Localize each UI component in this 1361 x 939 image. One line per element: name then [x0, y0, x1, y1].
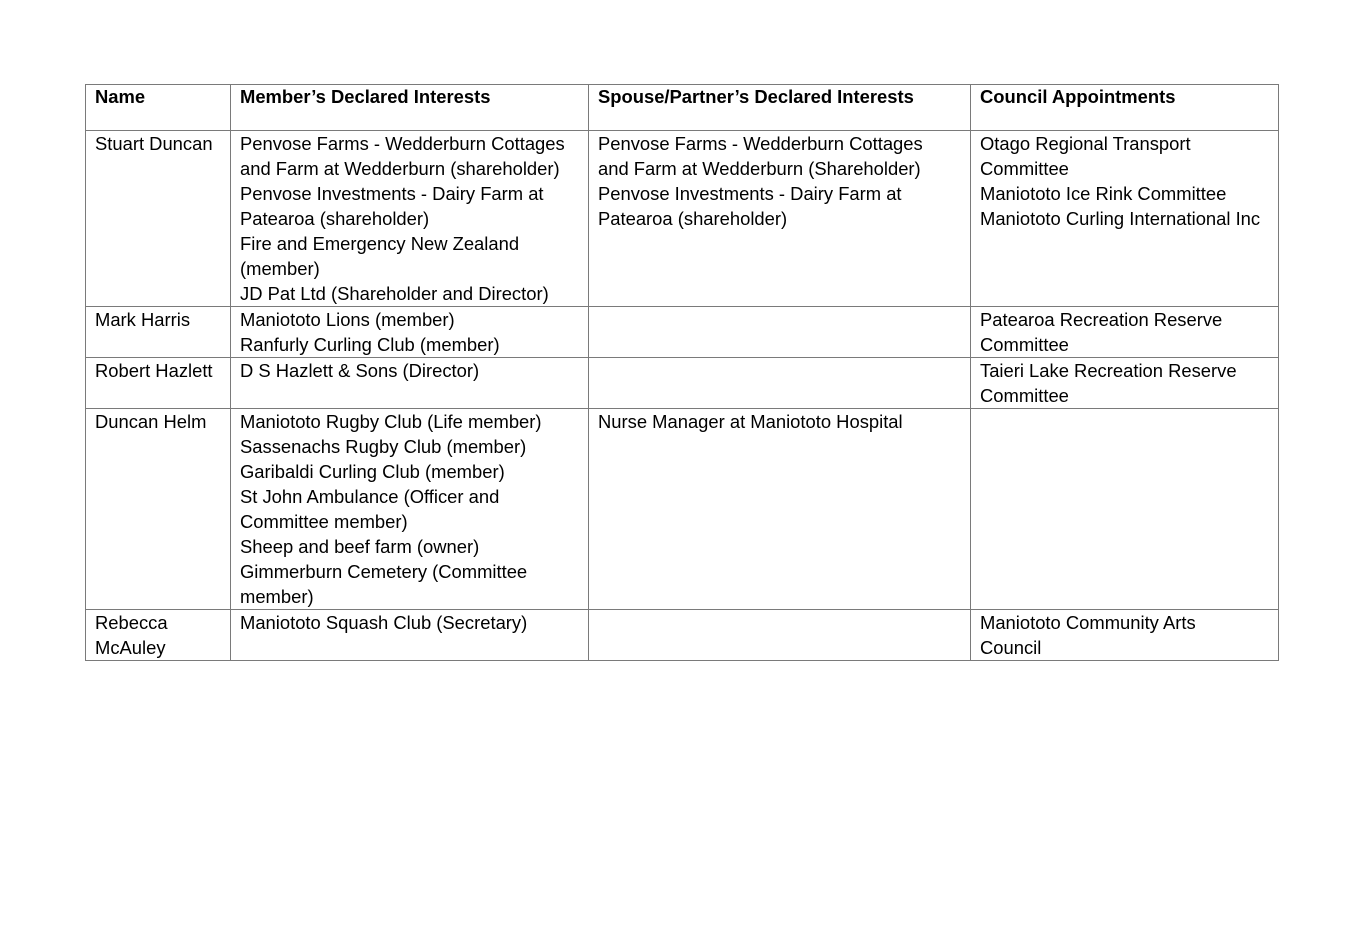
interest-line: Nurse Manager at Maniototo Hospital: [598, 411, 903, 432]
spouse-interests-cell: [589, 131, 971, 307]
interest-line: Committee: [980, 385, 1069, 406]
interest-line: Gimmerburn Cemetery (Committee: [240, 561, 528, 582]
member-interests-cell: [231, 358, 589, 409]
header-council-appointments: Council Appointments: [971, 85, 1279, 131]
interest-line: Penvose Investments - Dairy Farm at: [598, 183, 902, 204]
member-name-text: McAuley: [95, 637, 166, 658]
interest-line: Patearoa (shareholder): [240, 208, 430, 229]
interest-line: Maniototo Squash Club (Secretary): [240, 612, 528, 633]
table-row: [86, 307, 1279, 358]
interest-line: Maniototo Curling International Inc: [980, 208, 1261, 229]
interest-line: Patearoa Recreation Reserve: [980, 309, 1223, 330]
member-name-text: Mark Harris: [95, 309, 191, 330]
header-row: [86, 85, 1279, 131]
council-appointments-cell: [971, 610, 1279, 661]
interest-line: member): [240, 586, 314, 607]
table-row: [86, 409, 1279, 610]
interest-line: JD Pat Ltd (Shareholder and Director): [240, 283, 549, 304]
header-member-interests: Member’s Declared Interests: [231, 85, 589, 131]
council-appointments-cell: [971, 409, 1279, 610]
member-name-text: Robert Hazlett: [95, 360, 213, 381]
name-cell: [86, 358, 231, 409]
interest-line: St John Ambulance (Officer and: [240, 486, 500, 507]
table-body: [86, 131, 1279, 661]
council-appointments-cell: [971, 307, 1279, 358]
interest-line: Maniototo Lions (member): [240, 309, 455, 330]
name-cell: [86, 131, 231, 307]
interest-line: Garibaldi Curling Club (member): [240, 461, 505, 482]
interest-line: Maniototo Rugby Club (Life member): [240, 411, 542, 432]
name-cell: [86, 610, 231, 661]
name-cell: [86, 409, 231, 610]
interest-line: Committee: [980, 158, 1069, 179]
table-row: [86, 610, 1279, 661]
spouse-interests-cell: [589, 358, 971, 409]
interest-line: Sassenachs Rugby Club (member): [240, 436, 527, 457]
member-name-text: Stuart Duncan: [95, 133, 213, 154]
interest-line: and Farm at Wedderburn (shareholder): [240, 158, 560, 179]
member-name-text: Duncan Helm: [95, 411, 207, 432]
interest-line: Penvose Investments - Dairy Farm at: [240, 183, 544, 204]
declared-interests-table: [85, 84, 1279, 661]
table-row: [86, 358, 1279, 409]
interest-line: Maniototo Community Arts: [980, 612, 1196, 633]
council-appointments-cell: [971, 131, 1279, 307]
interest-line: Penvose Farms - Wedderburn Cottages: [598, 133, 923, 154]
interest-line: Patearoa (shareholder): [598, 208, 788, 229]
interest-line: Council: [980, 637, 1042, 658]
member-interests-cell: [231, 610, 589, 661]
interest-line: Fire and Emergency New Zealand: [240, 233, 520, 254]
name-cell: [86, 307, 231, 358]
spouse-interests-cell: [589, 409, 971, 610]
header-name: Name: [86, 85, 231, 131]
member-interests-cell: [231, 409, 589, 610]
member-name-text: Rebecca: [95, 612, 168, 633]
interest-line: Penvose Farms - Wedderburn Cottages: [240, 133, 565, 154]
member-interests-cell: [231, 307, 589, 358]
interest-line: and Farm at Wedderburn (Shareholder): [598, 158, 921, 179]
table-row: [86, 131, 1279, 307]
spouse-interests-cell: [589, 610, 971, 661]
interest-line: Committee member): [240, 511, 408, 532]
council-appointments-cell: [971, 358, 1279, 409]
interest-line: Otago Regional Transport: [980, 133, 1191, 154]
interest-line: Sheep and beef farm (owner): [240, 536, 480, 557]
interest-line: (member): [240, 258, 320, 279]
interest-line: Taieri Lake Recreation Reserve: [980, 360, 1237, 381]
header-spouse-interests: Spouse/Partner’s Declared Interests: [589, 85, 971, 131]
member-interests-cell: [231, 131, 589, 307]
interest-line: D S Hazlett & Sons (Director): [240, 360, 480, 381]
spouse-interests-cell: [589, 307, 971, 358]
interest-line: Committee: [980, 334, 1069, 355]
interest-line: Maniototo Ice Rink Committee: [980, 183, 1227, 204]
interest-line: Ranfurly Curling Club (member): [240, 334, 500, 355]
